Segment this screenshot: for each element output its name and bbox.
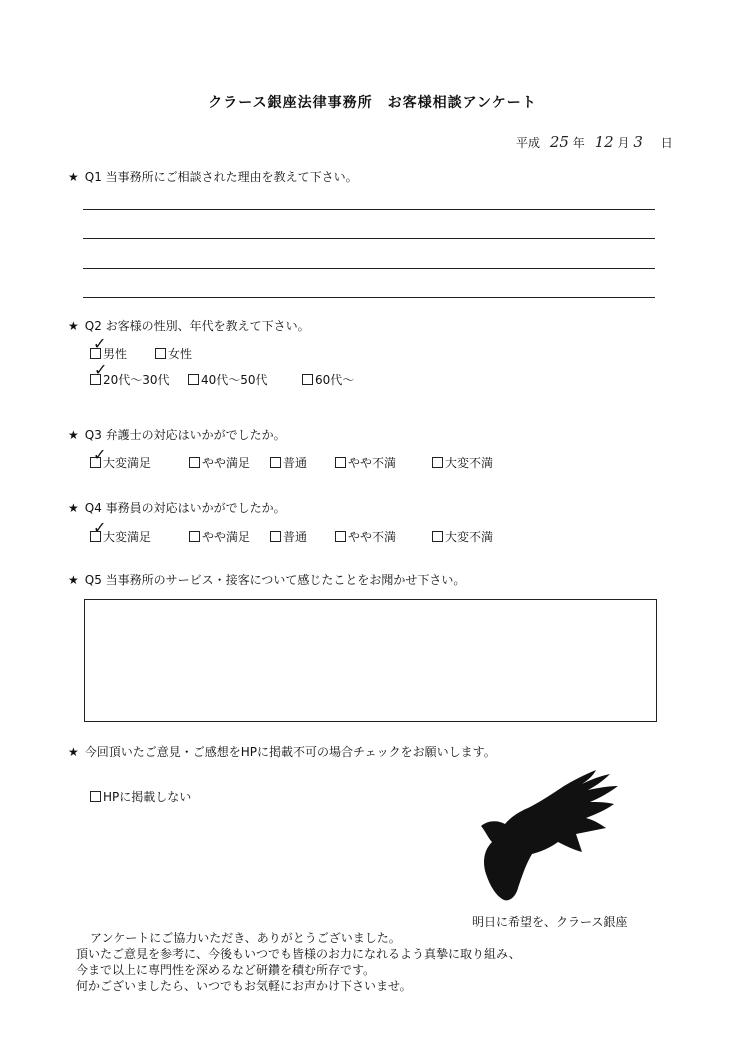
q2-age-option-60[interactable]: 60代～ bbox=[302, 371, 354, 388]
date-month: 12 bbox=[594, 133, 614, 151]
q2-age-option-40-50[interactable]: 40代～50代 bbox=[188, 371, 268, 388]
q1-question bbox=[68, 168, 358, 185]
checkbox-icon[interactable] bbox=[335, 457, 346, 468]
checkbox-icon[interactable] bbox=[432, 531, 443, 542]
closing-line-4: 何かございましたら、いつでもお気軽にお声かけ下さいませ。 bbox=[76, 979, 412, 993]
date-year-unit: 年 bbox=[572, 136, 585, 150]
star-icon: ★ bbox=[68, 745, 79, 759]
q4-option-somewhat-satisfied[interactable]: やや満足 bbox=[189, 528, 250, 545]
q3-option-very-dissatisfied[interactable]: 大変不満 bbox=[432, 454, 493, 471]
q2-question bbox=[68, 317, 310, 334]
checkbox-icon[interactable] bbox=[90, 791, 101, 802]
date-day: 3 bbox=[633, 133, 643, 151]
q5-answer-box[interactable] bbox=[84, 599, 657, 722]
q5-question bbox=[68, 571, 465, 588]
checkmark-icon: ✓ bbox=[94, 360, 108, 379]
closing-line-1: アンケートにご協力いただき、ありがとうございました。 bbox=[90, 931, 401, 945]
hp-question bbox=[68, 743, 496, 760]
bird-caption: 明日に希望を、クラース銀座 bbox=[472, 915, 628, 929]
star-icon: ★ bbox=[68, 319, 79, 333]
q3-option-very-satisfied[interactable]: 大変満足 bbox=[90, 454, 151, 471]
q2-gender-option-female[interactable]: 女性 bbox=[155, 345, 192, 362]
date-line bbox=[516, 133, 673, 151]
star-icon: ★ bbox=[68, 501, 79, 515]
q4-option-very-dissatisfied[interactable]: 大変不満 bbox=[432, 528, 493, 545]
bird-logo-icon bbox=[478, 768, 628, 904]
hp-no-publish-option[interactable]: HPに掲載しない bbox=[90, 788, 191, 805]
q1-answer-line-4[interactable] bbox=[83, 297, 655, 298]
q3-option-somewhat-dissatisfied[interactable]: やや不満 bbox=[335, 454, 396, 471]
q4-option-neutral[interactable]: 普通 bbox=[270, 528, 307, 545]
q3-label: Q3 弁護士の対応はいかがでしたか。 bbox=[84, 428, 286, 442]
closing-line-2: 頂いたご意見を参考に、今後もいつでも皆様のお力になれるよう真摯に取り組み、 bbox=[76, 947, 521, 961]
q4-option-somewhat-dissatisfied[interactable]: やや不満 bbox=[335, 528, 396, 545]
q4-label: Q4 事務員の対応はいかがでしたか。 bbox=[84, 501, 286, 515]
checkbox-icon[interactable] bbox=[302, 374, 313, 385]
checkmark-icon: ✓ bbox=[93, 445, 107, 464]
date-era: 平成 bbox=[516, 136, 541, 150]
star-icon: ★ bbox=[68, 428, 79, 442]
q1-answer-line-2[interactable] bbox=[83, 238, 655, 239]
checkmark-icon: ✓ bbox=[93, 334, 107, 353]
q2-label: Q2 お客様の性別、年代を教えて下さい。 bbox=[84, 319, 310, 333]
checkbox-icon[interactable] bbox=[155, 348, 166, 359]
checkbox-icon[interactable] bbox=[270, 531, 281, 542]
q2-age-option-20-30[interactable]: 20代～30代 bbox=[90, 371, 170, 388]
closing-line-3: 今まで以上に専門性を深めるなど研鑽を積む所存です。 bbox=[76, 963, 376, 977]
q4-question bbox=[68, 499, 286, 516]
star-icon: ★ bbox=[68, 170, 79, 184]
hp-label: 今回頂いたご意見・ご感想をHPに掲載不可の場合チェックをお願いします。 bbox=[84, 745, 496, 759]
date-month-unit: 月 bbox=[617, 136, 630, 150]
checkbox-icon[interactable] bbox=[432, 457, 443, 468]
checkmark-icon: ✓ bbox=[93, 518, 107, 537]
q1-label: Q1 当事務所にご相談された理由を教えて下さい。 bbox=[84, 170, 358, 184]
star-icon: ★ bbox=[68, 573, 79, 587]
q1-answer-line-3[interactable] bbox=[83, 268, 655, 269]
checkbox-icon[interactable] bbox=[189, 531, 200, 542]
checkbox-icon[interactable] bbox=[189, 457, 200, 468]
q3-option-neutral[interactable]: 普通 bbox=[270, 454, 307, 471]
q4-option-very-satisfied[interactable]: 大変満足 bbox=[90, 528, 151, 545]
checkbox-icon[interactable] bbox=[188, 374, 199, 385]
q3-option-somewhat-satisfied[interactable]: やや満足 bbox=[189, 454, 250, 471]
checkbox-icon[interactable] bbox=[335, 531, 346, 542]
date-year: 25 bbox=[549, 133, 569, 151]
checkbox-icon[interactable] bbox=[270, 457, 281, 468]
q3-question bbox=[68, 426, 286, 443]
q5-label: Q5 当事務所のサービス・接客について感じたことをお聞かせ下さい。 bbox=[84, 573, 466, 587]
q1-answer-line-1[interactable] bbox=[83, 209, 655, 210]
page-title: クラース銀座法律事務所 お客様相談アンケート bbox=[208, 95, 537, 111]
date-day-unit: 日 bbox=[660, 136, 673, 150]
q2-gender-option-male[interactable]: 男性 bbox=[90, 345, 127, 362]
